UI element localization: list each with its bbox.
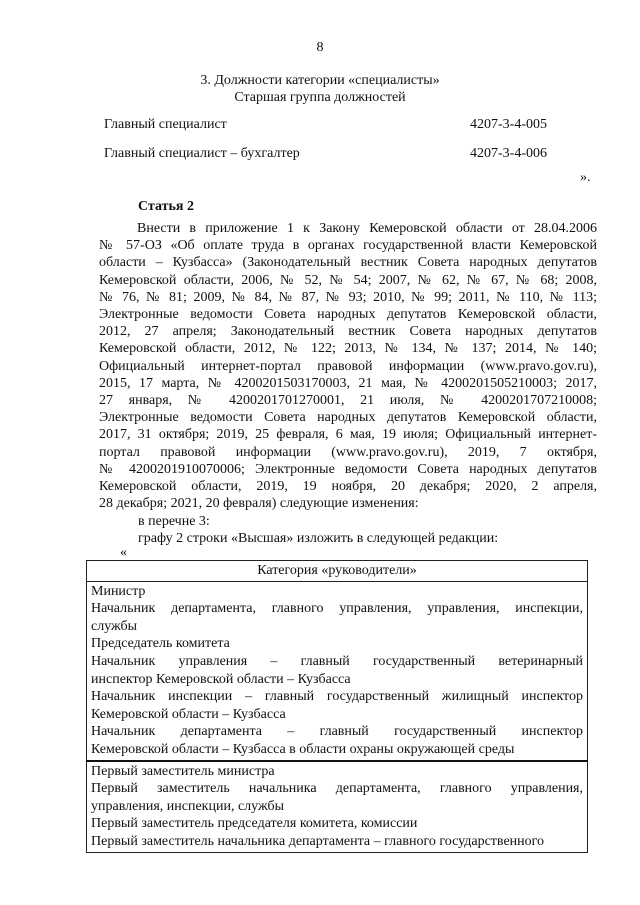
cell-line: Министр bbox=[91, 583, 146, 599]
paragraph-line: портал правовой информации (www.pravo.gov.ru), 2019, 7 октября, bbox=[99, 444, 597, 460]
cell-line: Первый заместитель министра bbox=[91, 763, 275, 779]
position-code: 4207-3-4-005 bbox=[470, 117, 547, 132]
open-quote: « bbox=[120, 545, 127, 560]
cell-line: Начальник департамента, главного управления, управления, инспекции, bbox=[91, 601, 583, 617]
paragraph-line: Кемеровской области, 2019, 19 ноября, 20 декабря; 2020, 2 апреля, bbox=[99, 479, 597, 495]
table-row bbox=[87, 581, 588, 760]
cell-line: управления, инспекции, службы bbox=[91, 798, 284, 814]
list-item: графу 2 строки «Высшая» изложить в следующей редакции: bbox=[138, 531, 499, 546]
page-number: 8 bbox=[316, 40, 324, 55]
paragraph-line: Кемеровской области, 2012, № 122; 2013, № 134, № 137; 2014, № 140; bbox=[99, 341, 597, 357]
paragraph-line: Электронные ведомости Совета народных депутатов Кемеровской области, bbox=[99, 410, 597, 426]
cell-line: Председатель комитета bbox=[91, 636, 230, 652]
cell-line: Начальник инспекции – главный государственный жилищный инспектор bbox=[91, 689, 583, 705]
position-name: Главный специалист bbox=[104, 117, 227, 132]
paragraph-line: № 57-ОЗ «Об оплате труда в органах государственной власти Кемеровской bbox=[99, 238, 597, 254]
position-name: Главный специалист – бухгалтер bbox=[104, 146, 300, 161]
paragraph-line: № 76, № 81; 2009, № 84, № 87, № 93; 2010, № 99; 2011, № 110, № 113; bbox=[99, 289, 597, 305]
cell-line: Первый заместитель начальника департамента, главного управления, bbox=[91, 781, 583, 797]
list-item: в перечне 3: bbox=[138, 514, 210, 529]
paragraph-line: 2017, 31 октября; 2019, 25 февраля, 6 мая, 19 июля; Официальный интернет- bbox=[99, 427, 597, 443]
cell-line: Начальник департамента – главный государственный инспектор bbox=[91, 724, 583, 740]
cell-line: Первый заместитель начальника департамента – главного государственного bbox=[91, 833, 545, 849]
section-subtitle: Старшая группа должностей bbox=[234, 90, 406, 105]
paragraph-line: 2015, 17 марта, № 4200201503170003, 21 мая, № 4200201505210003; 2017, bbox=[99, 375, 597, 391]
closing-quote: ». bbox=[580, 170, 591, 185]
paragraph-line: 27 января, № 4200201701270001, 21 июля, № 4200201707210008; bbox=[99, 393, 597, 409]
paragraph-line: 2012, 27 апреля; Законодательный вестник Совета народных депутатов bbox=[99, 324, 597, 340]
category-table bbox=[86, 560, 588, 853]
position-code: 4207-3-4-006 bbox=[470, 146, 547, 161]
cell-line: Кемеровской области – Кузбасса в области охраны окружающей среды bbox=[91, 741, 515, 757]
paragraph-line: Официальный интернет-портал правовой информации (www.pravo.gov.ru), bbox=[99, 358, 597, 374]
cell-line: Кемеровской области – Кузбасса bbox=[91, 706, 286, 722]
table-cell bbox=[87, 761, 588, 852]
cell-line: инспектор Кемеровской области – Кузбасса bbox=[91, 671, 351, 687]
cell-line: службы bbox=[91, 618, 138, 634]
paragraph-line: № 4200201910070006; Электронные ведомости Совета народных депутатов bbox=[99, 461, 597, 477]
cell-line: Первый заместитель председателя комитета, комиссии bbox=[91, 816, 418, 832]
section-title: 3. Должности категории «специалисты» bbox=[200, 73, 440, 88]
paragraph-line: Электронные ведомости Совета народных депутатов Кемеровской области, bbox=[99, 307, 597, 323]
paragraph-line: области – Кузбасса» (Законодательный вестник Совета народных депутатов bbox=[99, 255, 597, 271]
paragraph-line: Внести в приложение 1 к Закону Кемеровской области от 28.04.2006 bbox=[137, 221, 597, 236]
table-header: Категория «руководители» bbox=[87, 561, 588, 582]
table-cell bbox=[87, 581, 588, 760]
cell-line: Начальник управления – главный государственный ветеринарный bbox=[91, 653, 583, 669]
article-heading: Статья 2 bbox=[138, 199, 194, 214]
table-row bbox=[87, 561, 588, 582]
article-paragraph bbox=[99, 220, 597, 512]
paragraph-line: Кемеровской области, 2006, № 52, № 54; 2007, № 62, № 67, № 68; 2008, bbox=[99, 272, 597, 288]
table-row bbox=[87, 761, 588, 852]
paragraph-line: 28 декабря; 2021, 20 февраля) следующие изменения: bbox=[99, 496, 419, 512]
